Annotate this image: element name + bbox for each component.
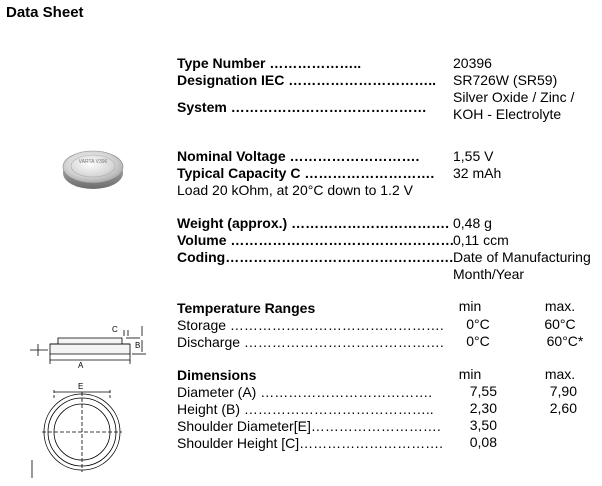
- height-max: 2,60: [549, 400, 577, 416]
- top-view-drawing: [28, 380, 138, 480]
- volume-value: 0,11 ccm: [453, 232, 509, 248]
- temperature-max-header: max.: [544, 298, 576, 314]
- typical-capacity-value: 32 mAh: [453, 165, 502, 181]
- type-number-value: 20396: [453, 55, 492, 71]
- dimension-label-c: C: [112, 325, 118, 334]
- discharge-max: 60°C*: [546, 333, 584, 349]
- height-min: 2,30: [469, 400, 497, 416]
- type-number-label: Type Number ………………..: [177, 55, 362, 71]
- dimension-label-a: A: [78, 361, 84, 370]
- load-note: Load 20 kOhm, at 20°C down to 1.2 V: [177, 182, 413, 198]
- system-value-line2: KOH - Electrolyte: [453, 106, 562, 122]
- dimension-label-e: E: [78, 382, 84, 391]
- shoulder-diameter-label: Shoulder Diameter[E]……………………….: [177, 418, 441, 434]
- dimension-label-b: B: [135, 341, 141, 350]
- designation-label: Designation IEC …………………………..: [177, 72, 437, 88]
- coding-value-line1: Date of Manufacturing: [453, 249, 591, 265]
- side-view-drawing: [28, 320, 158, 370]
- dimensions-max-header: max.: [544, 366, 576, 382]
- weight-value: 0,48 g: [453, 215, 492, 231]
- shoulder-height-label: Shoulder Height [C]………………………….: [177, 435, 444, 451]
- nominal-voltage-value: 1,55 V: [453, 148, 494, 164]
- typical-capacity-label: Typical Capacity C ……………………….: [177, 165, 435, 181]
- battery-marking: VARTA V396: [78, 159, 108, 165]
- discharge-label: Discharge …………………………………….: [177, 334, 444, 350]
- temperature-title: Temperature Ranges: [177, 300, 316, 316]
- volume-label: Volume …………………………………………: [177, 232, 455, 248]
- system-label: System ……………………………………: [177, 99, 427, 115]
- coding-label: Coding………………………………………….: [177, 249, 454, 265]
- discharge-min: 0°C: [466, 333, 490, 349]
- height-label: Height (B) …………………………………..: [177, 401, 434, 417]
- weight-label: Weight (approx.) …………………………….: [177, 215, 449, 231]
- diameter-min: 7,55: [469, 383, 497, 399]
- designation-value: SR726W (SR59): [453, 72, 558, 88]
- shoulder-height-min: 0,08: [469, 434, 497, 450]
- battery-photo: [58, 143, 128, 193]
- dimensions-title: Dimensions: [177, 367, 257, 383]
- page-title: Data Sheet: [6, 4, 84, 21]
- diameter-label: Diameter (A) ……………………………….: [177, 384, 433, 400]
- storage-min: 0°C: [466, 316, 490, 332]
- storage-max: 60°C: [544, 316, 576, 332]
- dimensions-min-header: min: [458, 366, 482, 382]
- nominal-voltage-label: Nominal Voltage ……………………….: [177, 148, 420, 164]
- storage-label: Storage ……………………………………….: [177, 317, 444, 333]
- system-value-line1: Silver Oxide / Zinc /: [453, 89, 575, 105]
- diameter-max: 7,90: [549, 383, 577, 399]
- coding-value-line2: Month/Year: [453, 266, 525, 282]
- temperature-min-header: min: [458, 298, 482, 314]
- shoulder-diameter-min: 3,50: [469, 417, 497, 433]
